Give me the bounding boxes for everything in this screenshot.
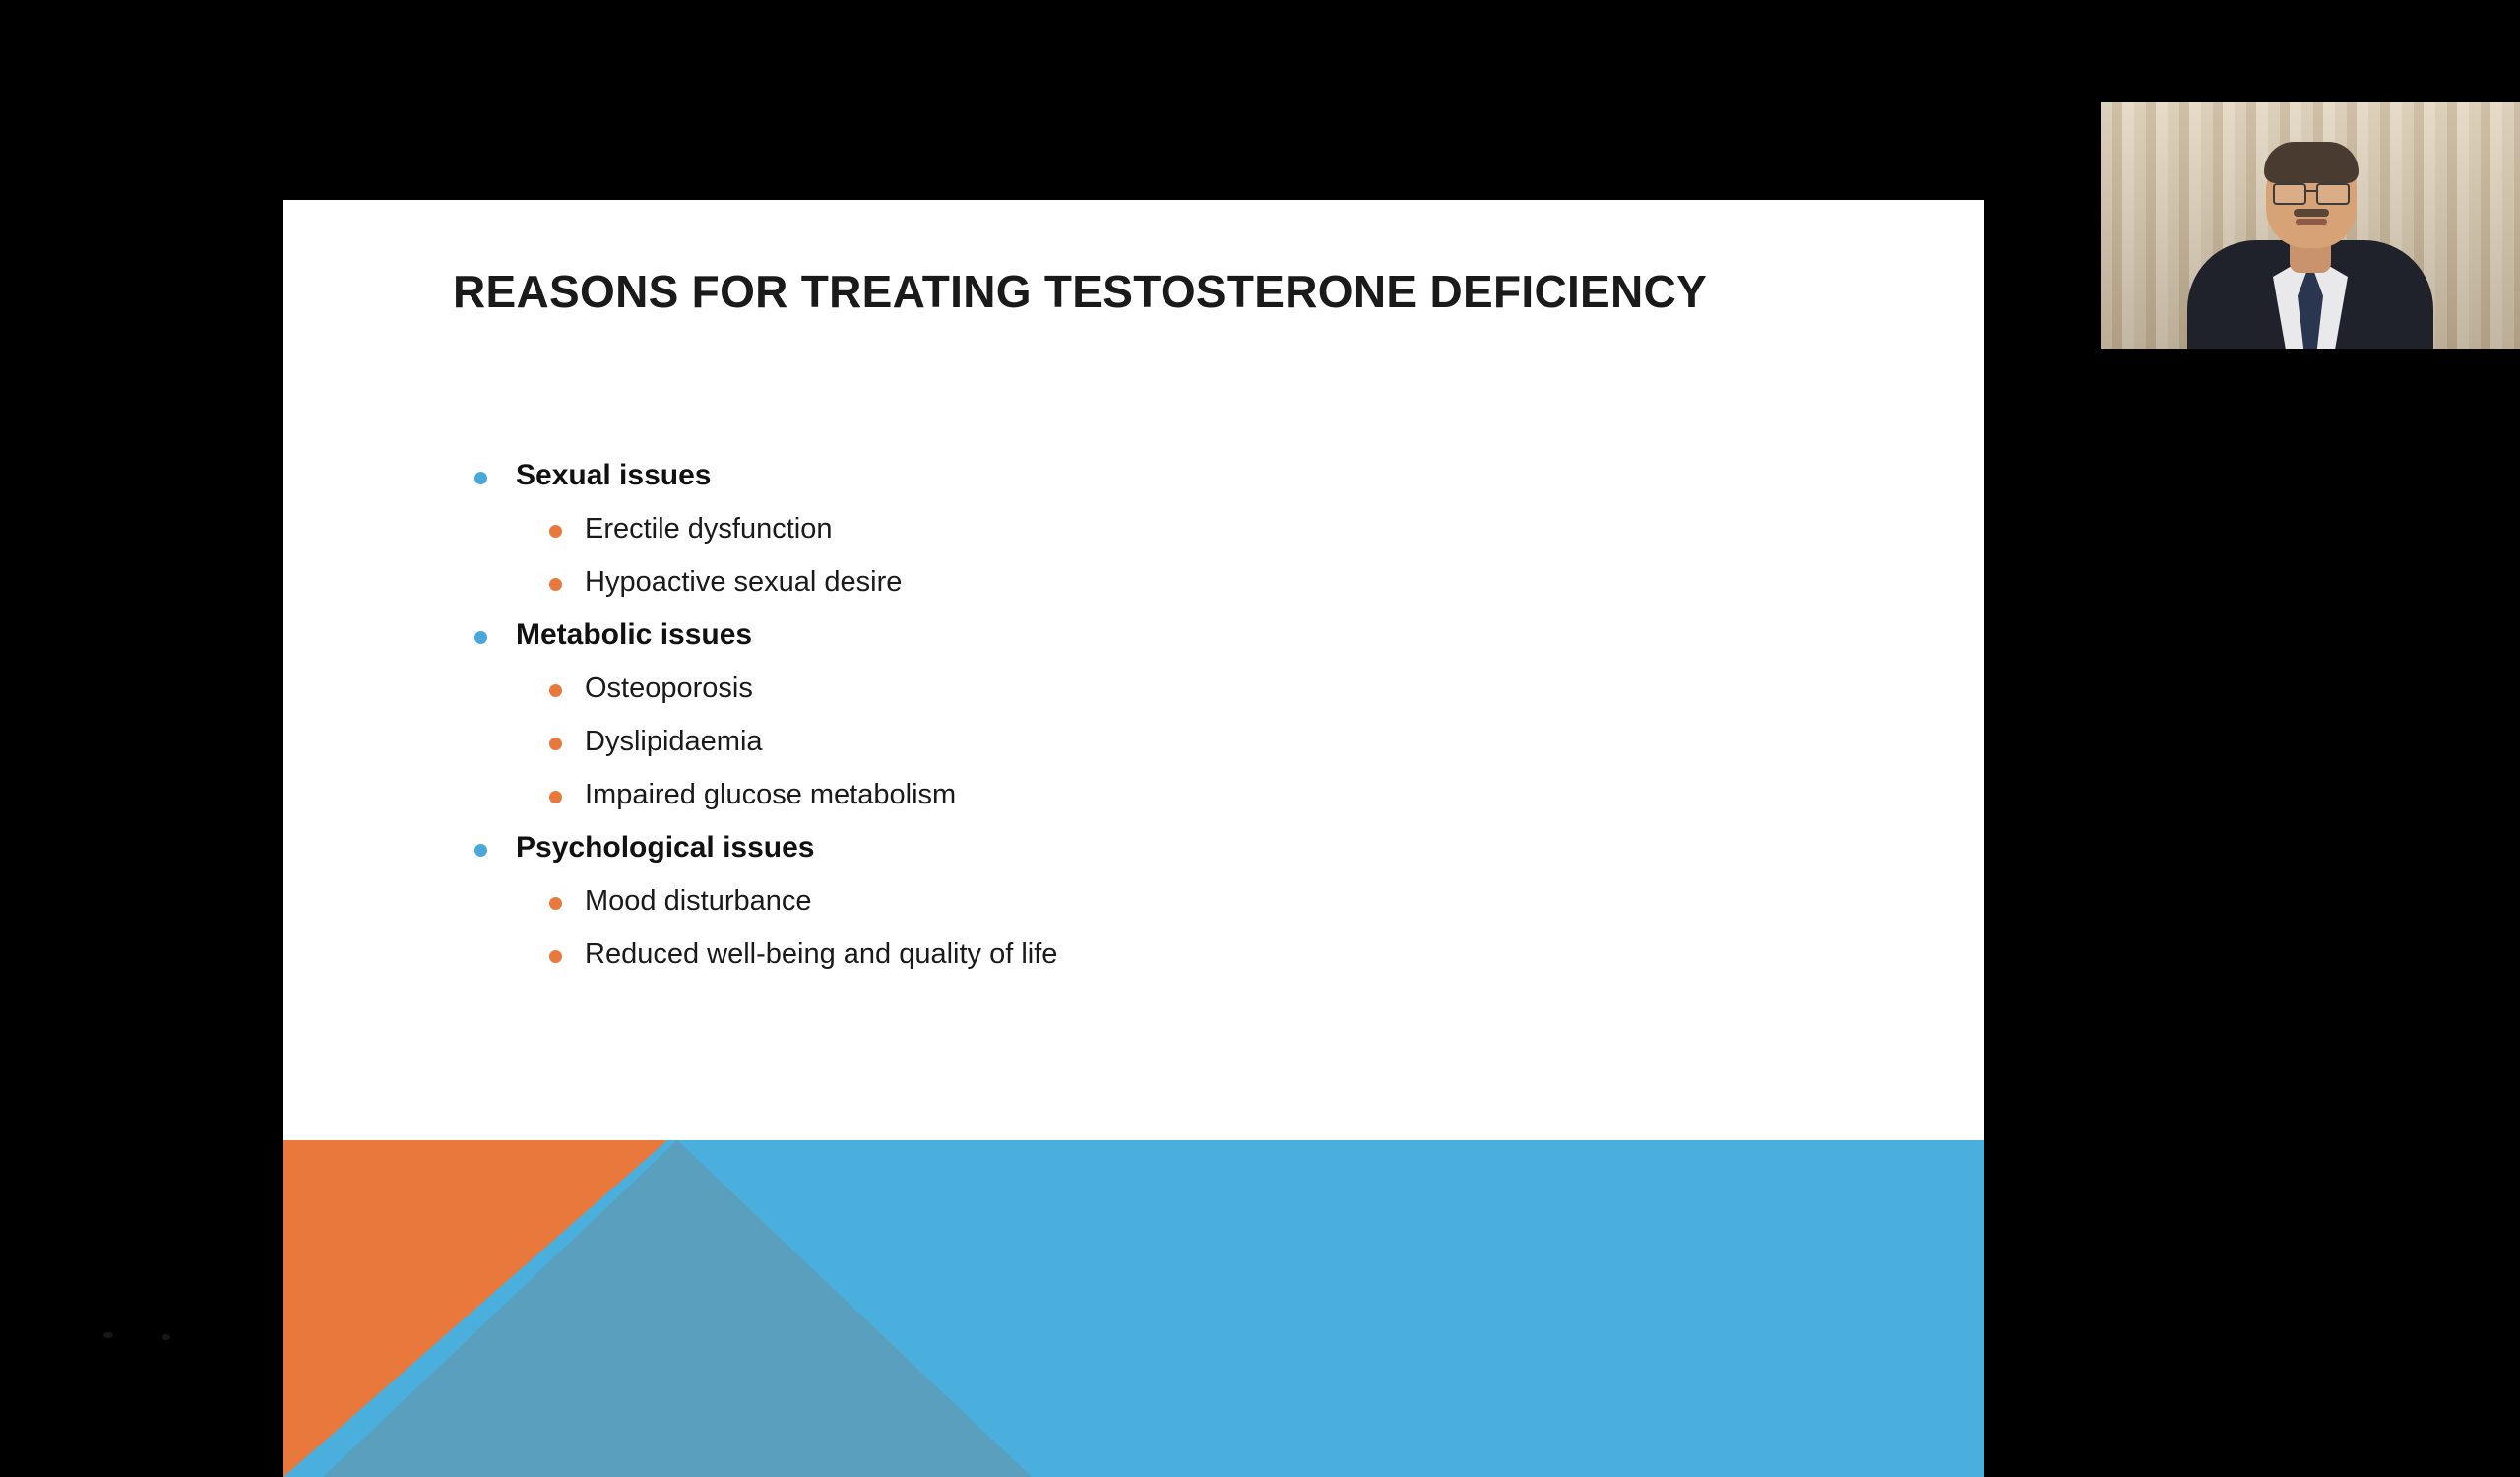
video-artifact: [162, 1334, 170, 1340]
slide-footer-graphic: [284, 1140, 1984, 1477]
sub-bullet-dot-icon: [549, 791, 562, 803]
bullet-sub-label: Erectile dysfunction: [585, 513, 833, 545]
bullet-sub-item: [453, 728, 1851, 756]
sub-bullet-dot-icon: [549, 897, 562, 910]
slide-title: REASONS FOR TREATING TESTOSTERONE DEFICIENCY: [453, 266, 1708, 317]
bullet-section-heading: [453, 620, 1851, 650]
bullet-sub-item: [453, 674, 1851, 703]
sub-bullet-dot-icon: [549, 525, 562, 538]
sub-bullet-dot-icon: [549, 950, 562, 963]
bullet-dot-icon: [474, 631, 487, 644]
bullet-sub-item: [453, 887, 1851, 916]
footer-teal-triangle: [323, 1140, 1032, 1477]
bullet-dot-icon: [474, 844, 487, 857]
bullet-heading-label: Psychological issues: [516, 831, 815, 864]
bullet-sublist: [453, 515, 1851, 597]
bullet-section-heading: [453, 461, 1851, 490]
sub-bullet-dot-icon: [549, 738, 562, 750]
bullet-sublist: [453, 887, 1851, 969]
presenter-mouth: [2296, 219, 2327, 225]
bullet-sub-item: [453, 515, 1851, 544]
bullet-heading-label: Sexual issues: [516, 459, 712, 491]
presenter-hair: [2264, 142, 2359, 183]
bullet-heading-label: Metabolic issues: [516, 618, 753, 651]
bullet-sub-item: [453, 568, 1851, 597]
bullet-sub-label: Dyslipidaemia: [585, 726, 763, 757]
glasses-left-lens: [2273, 183, 2306, 205]
bullet-sub-label: Reduced well-being and quality of life: [585, 938, 1058, 970]
slide-bullet-list: [453, 461, 1851, 969]
bullet-sub-label: Impaired glucose metabolism: [585, 779, 957, 810]
bullet-dot-icon: [474, 472, 487, 484]
bullet-sub-label: Mood disturbance: [585, 885, 812, 917]
presenter-video-tile[interactable]: [2101, 102, 2520, 349]
glasses-icon: [2273, 183, 2350, 201]
bullet-sub-item: [453, 940, 1851, 969]
slide-content-area: [284, 200, 1984, 1140]
video-artifact: [103, 1332, 113, 1338]
glasses-right-lens: [2316, 183, 2350, 205]
bullet-sub-label: Osteoporosis: [585, 673, 753, 704]
bullet-sub-label: Hypoactive sexual desire: [585, 566, 903, 598]
bullet-sub-item: [453, 781, 1851, 809]
bullet-section-heading: [453, 833, 1851, 863]
sub-bullet-dot-icon: [549, 578, 562, 591]
presenter-moustache: [2294, 209, 2329, 217]
presentation-slide[interactable]: [284, 200, 1984, 1477]
sub-bullet-dot-icon: [549, 684, 562, 697]
bullet-sublist: [453, 674, 1851, 809]
